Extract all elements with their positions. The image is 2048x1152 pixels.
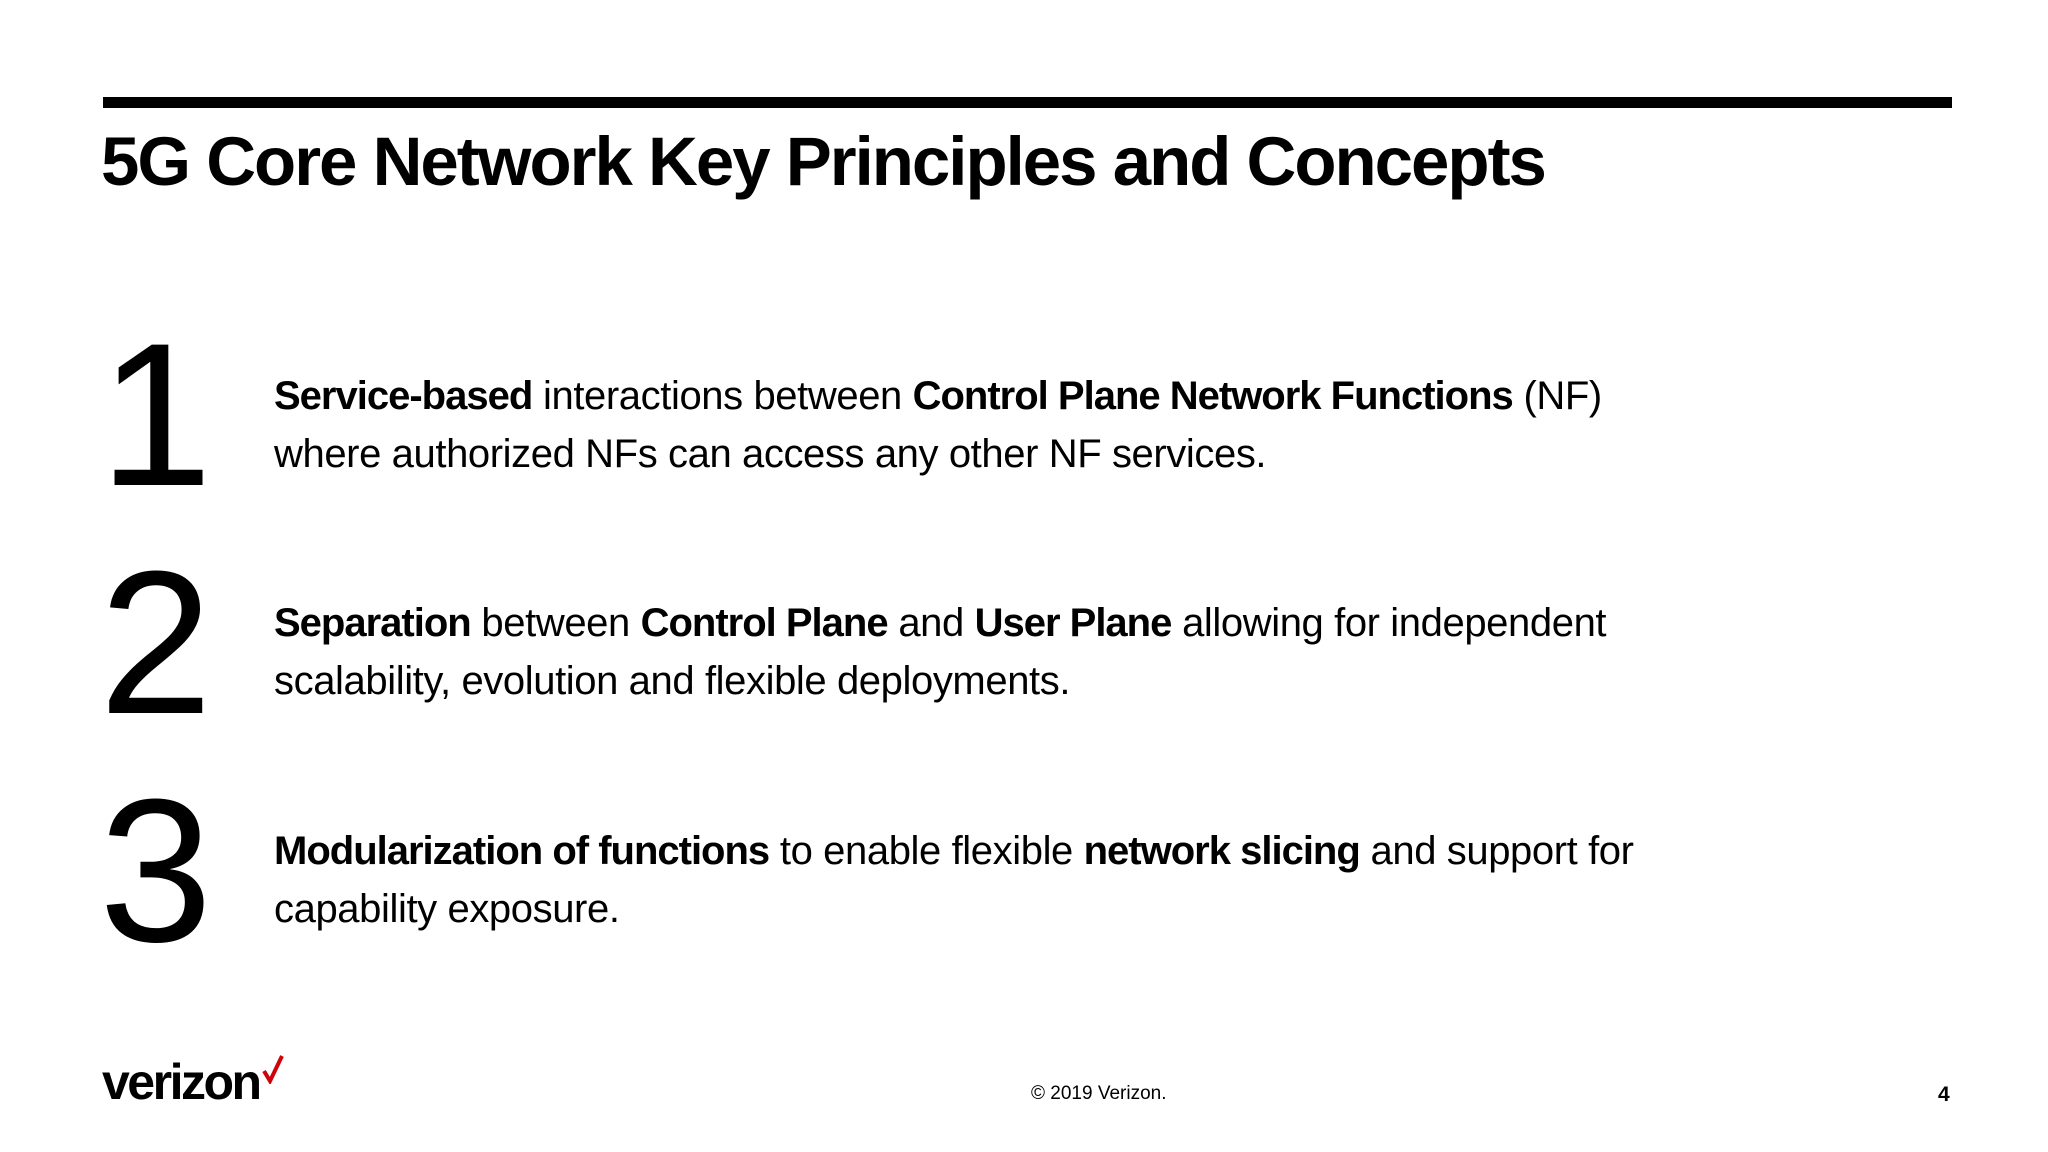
principle-item [0,529,2048,757]
principle-line: Service-based interactions between Control Plane Network Functions (NF) [274,374,1602,418]
principle-item [0,301,2048,529]
principle-line: Modularization of functions to enable flexible network slicing and support for [274,829,1634,873]
slide-title: 5G Core Network Key Principles and Concepts [101,123,1545,200]
logo-wordmark: verizon [102,1054,260,1110]
principle-text [274,367,1674,483]
principle-line: Separation between Control Plane and User Plane allowing for independent [274,601,1607,645]
principle-text [274,822,1674,938]
principle-number: 1 [99,301,209,529]
principle-item [0,757,2048,985]
principle-text [274,594,1674,710]
verizon-logo [102,1052,284,1112]
principle-line: where authorized NFs can access any other NF services. [274,432,1267,476]
copyright-notice: © 2019 Verizon. [1031,1083,1167,1104]
principle-number: 3 [99,757,209,985]
principle-line: scalability, evolution and flexible deployments. [274,659,1071,703]
page-number: 4 [1938,1083,1950,1106]
checkmark-icon [262,1054,284,1084]
title-rule [103,97,1952,108]
principle-number: 2 [99,529,209,757]
principle-line: capability exposure. [274,887,620,931]
